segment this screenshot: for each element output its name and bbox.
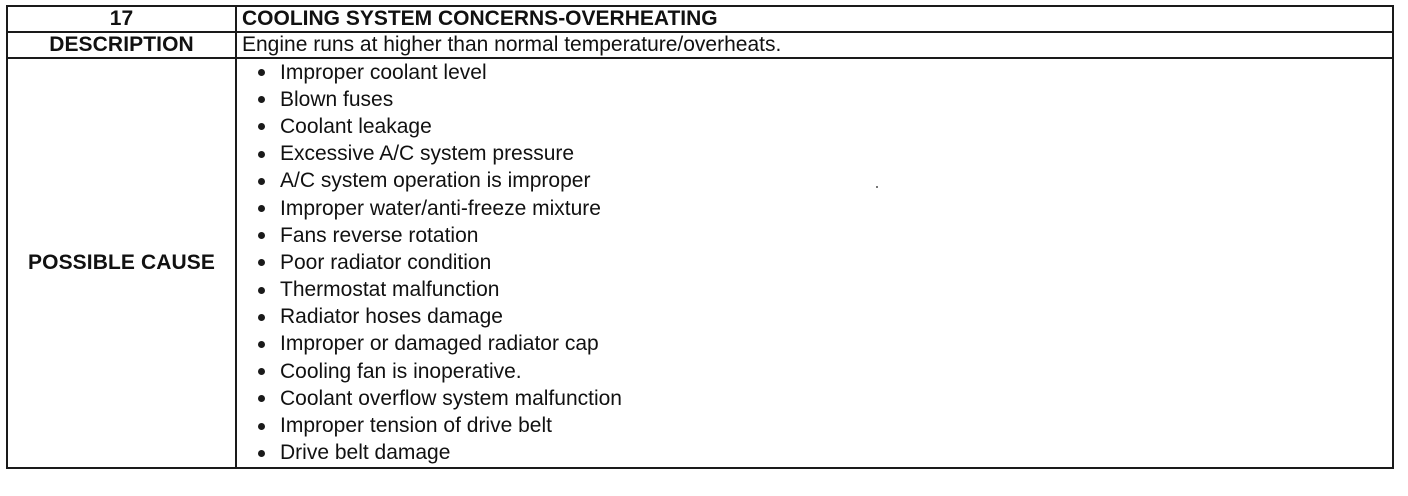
list-item-text: Improper coolant level xyxy=(280,60,487,84)
description-row xyxy=(7,32,1393,58)
list-item xyxy=(258,222,1392,249)
list-item-text: Improper tension of drive belt xyxy=(280,414,552,438)
list-item-text: Excessive A/C system pressure xyxy=(280,142,575,166)
list-item xyxy=(258,86,1392,113)
list-item xyxy=(258,277,1392,304)
list-item-text: Fans reverse rotation xyxy=(280,223,479,247)
list-item xyxy=(258,304,1392,331)
list-item xyxy=(258,195,1392,222)
list-item xyxy=(258,440,1392,467)
list-item-text: Blown fuses xyxy=(280,87,394,111)
bullet-icon xyxy=(258,205,265,212)
list-item xyxy=(258,412,1392,439)
possible-cause-row xyxy=(7,58,1393,468)
bullet-icon xyxy=(258,232,265,239)
list-item-text: Thermostat malfunction xyxy=(280,278,500,302)
list-item-text: Drive belt damage xyxy=(280,441,451,465)
description-label: DESCRIPTION xyxy=(7,32,236,58)
bullet-icon xyxy=(258,450,265,457)
bullet-icon xyxy=(258,423,265,430)
list-item xyxy=(258,358,1392,385)
concern-number: 17 xyxy=(7,6,236,32)
bullet-icon xyxy=(258,341,265,348)
bullet-icon xyxy=(258,96,265,103)
possible-cause-label: POSSIBLE CAUSE xyxy=(7,58,236,468)
bullet-icon xyxy=(258,314,265,321)
list-item xyxy=(258,168,1392,195)
bullet-icon xyxy=(258,368,265,375)
scan-speck xyxy=(876,186,878,188)
description-text: Engine runs at higher than normal temperature/overheats. xyxy=(236,32,1393,58)
concern-title: COOLING SYSTEM CONCERNS-OVERHEATING xyxy=(236,6,1393,32)
list-item-text: Improper water/anti-freeze mixture xyxy=(280,196,601,220)
possible-cause-cell xyxy=(236,58,1393,468)
bullet-icon xyxy=(258,287,265,294)
bullet-icon xyxy=(258,151,265,158)
list-item-text: Coolant leakage xyxy=(280,114,432,138)
list-item xyxy=(258,385,1392,412)
list-item-text: Poor radiator condition xyxy=(280,250,492,274)
bullet-icon xyxy=(258,69,265,76)
list-item xyxy=(258,59,1392,86)
list-item-text: Radiator hoses damage xyxy=(280,305,503,329)
troubleshooting-table xyxy=(6,5,1394,469)
bullet-icon xyxy=(258,259,265,266)
possible-cause-list xyxy=(242,59,1392,467)
bullet-icon xyxy=(258,395,265,402)
bullet-icon xyxy=(258,178,265,185)
list-item-text: A/C system operation is improper xyxy=(280,169,591,193)
bullet-icon xyxy=(258,123,265,130)
list-item xyxy=(258,331,1392,358)
list-item xyxy=(258,249,1392,276)
list-item xyxy=(258,141,1392,168)
list-item-text: Cooling fan is inoperative. xyxy=(280,359,522,383)
header-row xyxy=(7,6,1393,32)
list-item xyxy=(258,113,1392,140)
list-item-text: Improper or damaged radiator cap xyxy=(280,332,599,356)
list-item-text: Coolant overflow system malfunction xyxy=(280,386,622,410)
